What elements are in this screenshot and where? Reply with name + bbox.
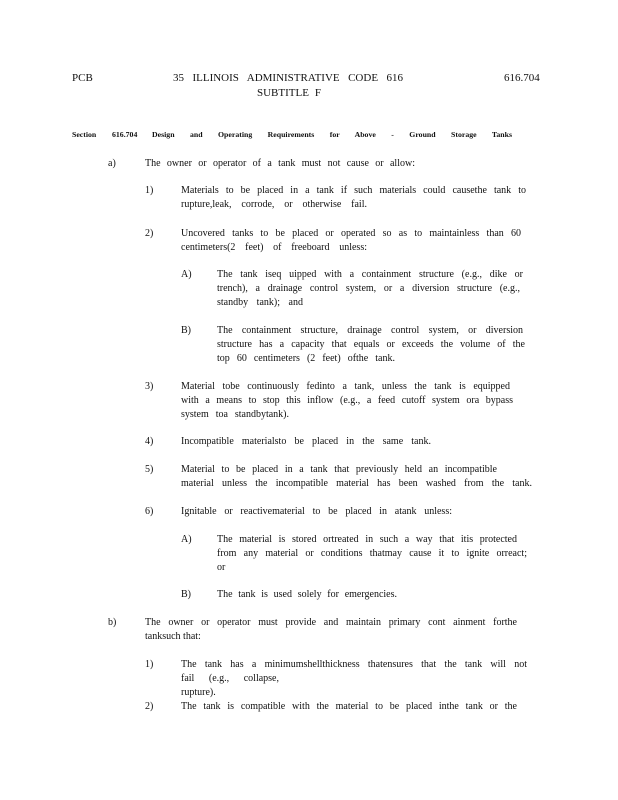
subsection-a-marker: a)	[108, 158, 116, 169]
item-a3-line3: system toa standbytank).	[181, 409, 289, 420]
subsection-b-marker: b)	[108, 617, 117, 628]
item-a1-line1: Materials to be placed in a tank if such materials could causethe tank to	[181, 185, 526, 196]
section-number: 616.704	[112, 130, 138, 139]
item-a3-line1: Material tobe continuously fedinto a tank, unless the tank is equipped	[181, 381, 510, 392]
item-b1-line2: fail (e.g., collapse, rupture).	[181, 673, 279, 698]
header-right: 616.704	[504, 72, 540, 84]
item-a4-marker: 4)	[145, 436, 154, 447]
subsection-b-line1: The owner or operator must provide and maintain primary cont ainment forthe	[145, 617, 517, 628]
subsection-b-line2: tanksuch that:	[145, 631, 201, 642]
item-a6-marker: 6)	[145, 506, 154, 517]
item-a6B-line1: The tank is used solely for emergencies.	[217, 589, 397, 600]
section-label: Section	[72, 130, 97, 139]
item-a5-line1: Material to be placed in a tank that previously held an incompatible	[181, 464, 497, 475]
item-b2-line1: The tank is compatible with the material to be placed inthe tank or the	[181, 701, 517, 712]
item-a6A-line3: or	[217, 562, 226, 573]
item-a2B-marker: B)	[181, 325, 191, 336]
item-a6A-line1: The material is stored ortreated in such a way that itis protected	[217, 534, 517, 545]
item-a2B-line1: The containment structure, drainage control system, or diversion	[217, 325, 523, 336]
item-a1-line2: rupture,leak, corrode, or otherwise fail.	[181, 199, 367, 210]
item-a2B-line3: top 60 centimeters (2 feet) ofthe tank.	[217, 353, 395, 364]
item-a2A-line3: standby tank); and	[217, 297, 303, 308]
item-a2A-line2: trench), a drainage control system, or a diversion structure (e.g.,	[217, 283, 520, 294]
header-left: PCB	[72, 72, 93, 84]
header-center-line1: 35 ILLINOIS ADMINISTRATIVE CODE 616	[173, 72, 403, 84]
item-a5-marker: 5)	[145, 464, 154, 475]
item-a4-line1: Incompatible materialsto be placed in the same tank.	[181, 436, 431, 447]
item-a3-line2: with a means to stop this inflow (e.g., a feed cutoff system ora bypass	[181, 395, 513, 406]
header-center-line2: SUBTITLE F	[257, 87, 321, 99]
item-b1-line1: The tank has a minimumshellthickness thatensures that the tank will not	[181, 659, 527, 670]
subsection-a-text: The owner or operator of a tank must not cause or allow:	[145, 158, 415, 169]
item-a2-marker: 2)	[145, 228, 154, 239]
section-title: Design and Operating Requirements for Above - Ground Storage Tanks	[152, 130, 512, 139]
item-a2-line1: Uncovered tanks to be placed or operated so as to maintainless than 60	[181, 228, 521, 239]
item-a2B-line2: structure has a capacity that equals or exceeds the volume of the	[217, 339, 525, 350]
item-a2A-marker: A)	[181, 269, 192, 280]
item-a6B-marker: B)	[181, 589, 191, 600]
item-a6A-line2: from any material or conditions thatmay cause it to ignite orreact;	[217, 548, 527, 559]
item-a2-line2: centimeters(2 feet) of freeboard unless:	[181, 242, 367, 253]
item-a1-marker: 1)	[145, 185, 154, 196]
item-a5-line2: material unless the incompatible material has been washed from the tank.	[181, 478, 532, 489]
item-a3-marker: 3)	[145, 381, 154, 392]
item-b2-marker: 2)	[145, 701, 154, 712]
item-a2A-line1: The tank iseq uipped with a containment structure (e.g., dike or	[217, 269, 523, 280]
item-a6A-marker: A)	[181, 534, 192, 545]
item-b1-marker: 1)	[145, 659, 154, 670]
item-a6-line1: Ignitable or reactivematerial to be placed in atank unless:	[181, 506, 452, 517]
